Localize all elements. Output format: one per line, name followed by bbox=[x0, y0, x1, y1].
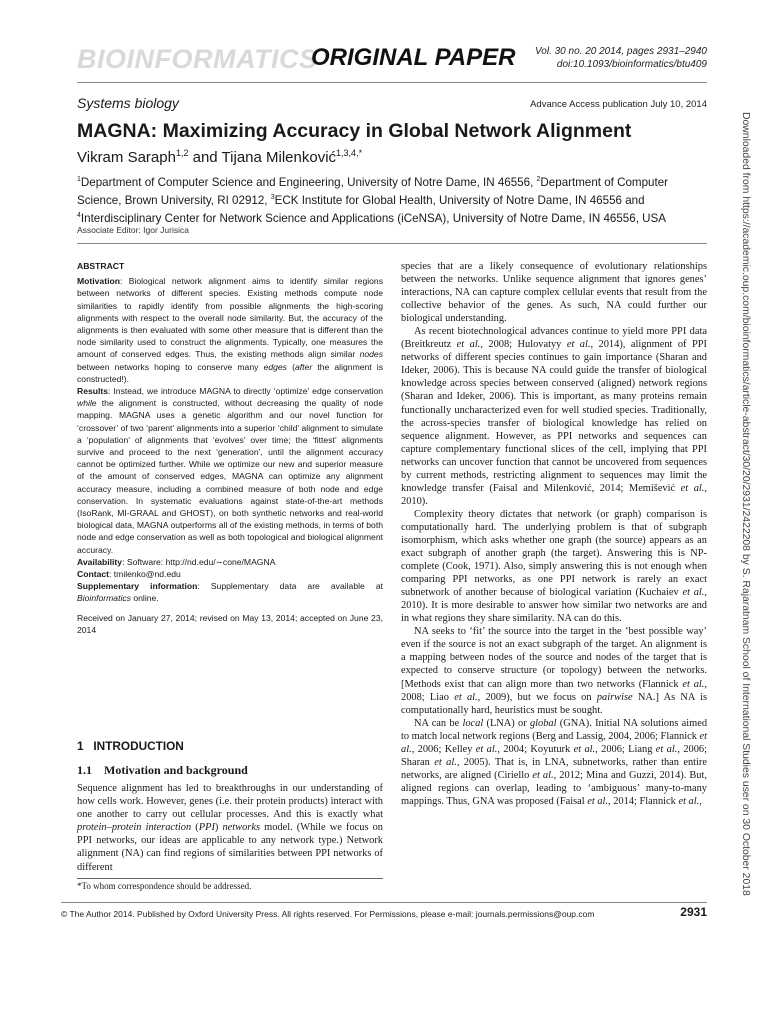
journal-name: BIOINFORMATICS bbox=[77, 44, 318, 74]
affiliation-line: $^4$Interdisciplinary Center for Network Science and Applications (iCeNSA), University of Notre Dame, IN 46556, USA bbox=[77, 211, 666, 225]
volume-info bbox=[535, 45, 707, 71]
affiliation-marker: 1,3,4,* bbox=[336, 148, 363, 158]
abstract-availability: Availability: Software: http://nd.edu/∼cone/MAGNA bbox=[77, 556, 276, 567]
received-dates: Received on January 27, 2014; revised on May 13, 2014; accepted on June 23, 2014 bbox=[77, 612, 383, 635]
section-label: Systems biology bbox=[77, 95, 179, 111]
right-column bbox=[401, 260, 707, 808]
doi: doi:10.1093/bioinformatics/btu409 bbox=[556, 59, 707, 70]
copyright-notice: © The Author 2014. Published by Oxford University Press. All rights reserved. For Permissions, please e-mail: journals.permissions@oup.com bbox=[61, 909, 595, 919]
advance-access-note: Advance Access publication July 10, 2014 bbox=[530, 99, 707, 110]
section-heading: 1 INTRODUCTION bbox=[77, 739, 184, 753]
footer-rule bbox=[61, 902, 707, 903]
intro-paragraph bbox=[77, 782, 383, 874]
abstract bbox=[77, 260, 383, 636]
volume-pages: Vol. 30 no. 20 2014, pages 2931–2940 bbox=[534, 46, 707, 57]
abstract-supplementary: Supplementary information: Supplementary data are available at Bioinformatics online. bbox=[77, 581, 383, 604]
header-rule bbox=[77, 82, 707, 83]
footnote: *To whom correspondence should be addressed. bbox=[77, 881, 252, 891]
affiliation-line: $^1$Department of Computer Science and Engineering, University of Notre Dame, IN 46556, $^2$Department of Computer bbox=[77, 175, 669, 189]
abstract-contact: Contact: tmilenko@nd.edu bbox=[77, 569, 181, 580]
author-line bbox=[77, 148, 362, 166]
download-sidebar bbox=[737, 112, 753, 904]
left-column bbox=[77, 260, 383, 636]
abstract-results: Results: Instead, we introduce MAGNA to directly ‘optimize’ edge conservation while the alignment is constructed, without decreasing the quality of node mapping. MAGNA uses a genetic algorithm and our novel function for ‘crossover’ of two ‘parent’ alignments into a superior ‘child’ alignment to simulate a ‘population’ of alignments that ‘evolves’ over time; the ‘fittest’ alignments survive and proceed to the next ‘generation’, until the alignment accuracy cannot be optimized further. While we optimize our new and superior measure of the amount of conserved edges, MAGNA can optimize any alignment accuracy measure, including a combined measure of both node and edge conservation. In systematic evaluations against state-of-the-art methods (IsoRank, MI-GRAAL and GHOST), on both synthetic networks and real-world biological data, MAGNA outperforms all of the existing methods, in terms of both node and edge conservation as well as both topological and biological alignment accuracy. bbox=[77, 386, 383, 555]
paragraph: Complexity theory dictates that network (or graph) comparison is computationally hard. The underlying problem is that of subgraph isomorphism, which asks whether one graph (the source) appears as an exact subgraph of another graph (the target). Answering this is NP-complete (Cook, 1971). Also, simply answering this is not enough when comparing PPI networks, as one PPI network is rarely an exact subnetwork of another because of biological variation (Kuchaiev et al., 2010). It is more desirable to answer how similar two networks are and in what regions they share similarity. NA can do this. bbox=[401, 508, 707, 625]
author-name: Tijana Milenković bbox=[221, 149, 337, 166]
download-note: Downloaded from https://academic.oup.com/bioinformatics/article-abstract/30/20/2931/2422208 by S. Rajaratnam School of International Studies user on 30 October 2018 bbox=[740, 112, 751, 896]
abstract-motivation: Motivation: Biological network alignment aims to identify similar regions between networks of different species. Existing methods compute node similarities to rapidly identify from possible alignments the high-scoring alignments with respect to the overall node similarity. But, the accuracy of the alignments is then evaluated with some other measure that is different than the node similarity used to construct the alignments. Typically, one measures the amount of conserved edges. Thus, the existing methods align similar nodes between networks hoping to conserve many edges (after the alignment is constructed!). bbox=[77, 276, 384, 384]
affiliation-line: Science, Brown University, RI 02912, $^3$ECK Institute for Global Health, University of Notre Dame, IN 46556 and bbox=[77, 193, 645, 207]
author-conjunction: and bbox=[188, 149, 222, 166]
footnote-rule bbox=[77, 878, 383, 879]
paragraph: As recent biotechnological advances continue to yield more PPI data (Breitkreutz et al., 2008; Hulovatyy et al., 2014), alignment of PPI networks of different species continues to gain importance (Sharan and Ideker, 2006). This is because NA could guide the transfer of biological knowledge across species between conserved (aligned) network regions (Sharan and Ideker, 2006). This is important, as many proteins remain functionally uncharacterized even for well studied species. Traditionally, the across-species transfer of biological knowledge has relied on sequence alignment. However, as PPI networks and sequences can capture complementary functional slices of the cell, implying that PPI networks can uncover function that cannot be uncovered from sequences by current methods, restricting alignment to sequences may limit the knowledge transfer (Faisal and Milenković, 2014; Memišević et al., 2010). bbox=[401, 326, 707, 507]
paragraph: NA can be local (LNA) or global (GNA). Initial NA solutions aimed to match local network regions (Berg and Lassig, 2004, 2006; Flannick et al., 2006; Kelley et al., 2004; Koyuturk et al., 2006; Liang et al., 2006; Sharan et al., 2005). That is, in LNA, subnetworks, rather than entire networks, are aligned (Ciriello et al., 2012; Mina and Guzzi, 2014). But, aligned regions can overlap, leading to ‘ambiguous’ many-to-many mappings. Thus, GNA was proposed (Faisal et al., 2014; Flannick et al., bbox=[401, 717, 708, 807]
paper-type: ORIGINAL PAPER bbox=[311, 44, 516, 71]
abstract-heading: ABSTRACT bbox=[77, 261, 125, 271]
affiliation-marker: 1,2 bbox=[175, 148, 189, 158]
paragraph: species that are a likely consequence of evolutionary relationships between the networks. Unlike sequence alignment that ignores genes’ interactions, NA can capture complex cellular events that result from the collective behavior of the genes. As such, NA could further our biological understanding. bbox=[401, 261, 707, 325]
paragraph: NA seeks to ‘fit’ the source into the target in the ‘best possible way’ even if the source is not an exact subgraph of the target. An alignment is a mapping between nodes of the source and nodes of the target that is expected to conserve structure (or topology) between the networks. [Methods exist that can align more than two networks (Flannick et al., 2008; Liao et al., 2009), but we focus on pairwise NA.] As NA is computationally hard, heuristics must be sought. bbox=[401, 626, 707, 716]
subsection-heading: 1.1 Motivation and background bbox=[77, 763, 248, 777]
affiliations bbox=[77, 172, 717, 226]
software-link[interactable]: : Software: http://nd.edu/∼cone/MAGNA bbox=[122, 556, 276, 567]
author-name: Vikram Saraph bbox=[77, 149, 176, 166]
paper-title: MAGNA: Maximizing Accuracy in Global Network Alignment bbox=[77, 120, 632, 142]
page-number: 2931 bbox=[680, 905, 707, 919]
contact-email[interactable]: : tmilenko@nd.edu bbox=[109, 569, 181, 580]
title-rule bbox=[77, 243, 707, 244]
paragraph: Sequence alignment has led to breakthroughs in our understanding of how cells work. However, genes (i.e. their protein products) interact with one another to carry out cellular processes. And this is exactly what protein–protein interaction (PPI) networks model. (While we focus on PPI networks, our ideas are applicable to any network type.) Network alignment (NA) can find regions of similarities between PPI networks of different bbox=[77, 783, 384, 873]
associate-editor: Associate Editor: Igor Jurisica bbox=[77, 225, 189, 235]
